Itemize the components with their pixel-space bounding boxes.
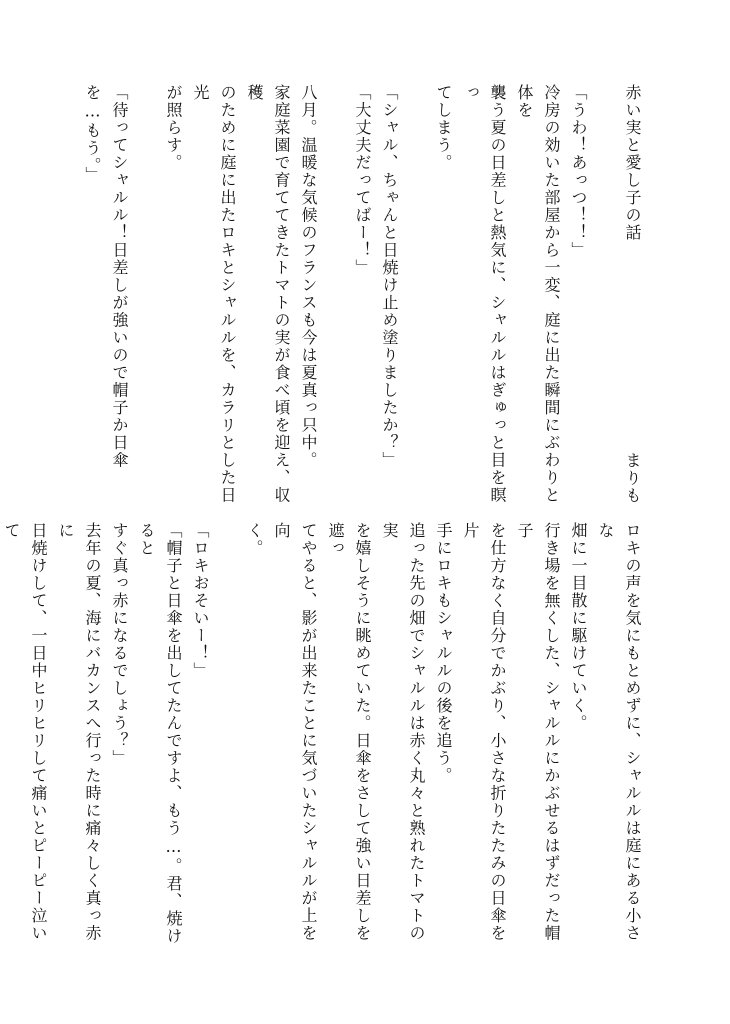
paragraph: ロキの声を気にもとめずに、シャルルは庭にある小さな 畑に一目散に駆けていく。 行き場を無くした、シャルルにかぶせるはずだった帽子 を仕方なく自分でかぶり、小さな折りたたみの日傘を片 手にロキもシャルルの後を追う。 追った先の畑でシャルルは赤く丸々と熟れたトマトの実 を嬉しそうに眺めていた。日傘をさして強い日差しを遮っ てやると、影が出来たことに気づいたシャルルが上を向 く。 <box>245 522 642 942</box>
title-gap <box>592 84 619 504</box>
paragraph: 「帽子と日傘を出してたんですよ、もう…。君、焼けると すぐ真っ赤になるでしょう？」 <box>110 522 183 945</box>
paragraph: 「シャル、ちゃんと日焼け止め塗りましたか？」 <box>380 84 399 469</box>
paragraph: 八月。温暖な気候のフランスも今は夏真っ只中。 家庭菜園で育ててきたトマトの実が食べ頃を迎え、収穫 のために庭に出たロキとシャルルを、カラリとした日光 が照らす。 <box>164 84 318 504</box>
title-line <box>619 84 646 504</box>
paragraph: 去年の夏、海にバカンスへ行った時に痛々しく真っ赤に 日焼けして、一日中ヒリヒリして痛いとピーピー泣いて <box>2 522 102 942</box>
upper-text-block <box>83 84 646 504</box>
paragraph-gap <box>403 84 430 504</box>
paragraph: 「うわ！あっつ！！」 <box>569 84 588 259</box>
lower-text-block <box>2 522 646 952</box>
paragraph: 「ロキおそいー！」 <box>191 522 210 680</box>
paragraph: 冷房の効いた部屋から一変、庭に出た瞬間にぶわりと体を 襲う夏の日差しと熱気に、シャルルはぎゅっと目を瞑っ てしまう。 <box>434 84 561 504</box>
paragraph-gap <box>133 84 160 504</box>
paragraph-gap <box>322 84 349 504</box>
story-title: 赤い実と愛し子の話 <box>623 84 642 242</box>
paragraph-gap <box>214 522 241 952</box>
author-name: まりも <box>623 451 642 504</box>
paragraph: 「待ってシャルル！日差しが強いので帽子か日傘を…もう。」 <box>83 84 129 469</box>
paragraph: 「大丈夫だってばー！」 <box>353 84 372 277</box>
